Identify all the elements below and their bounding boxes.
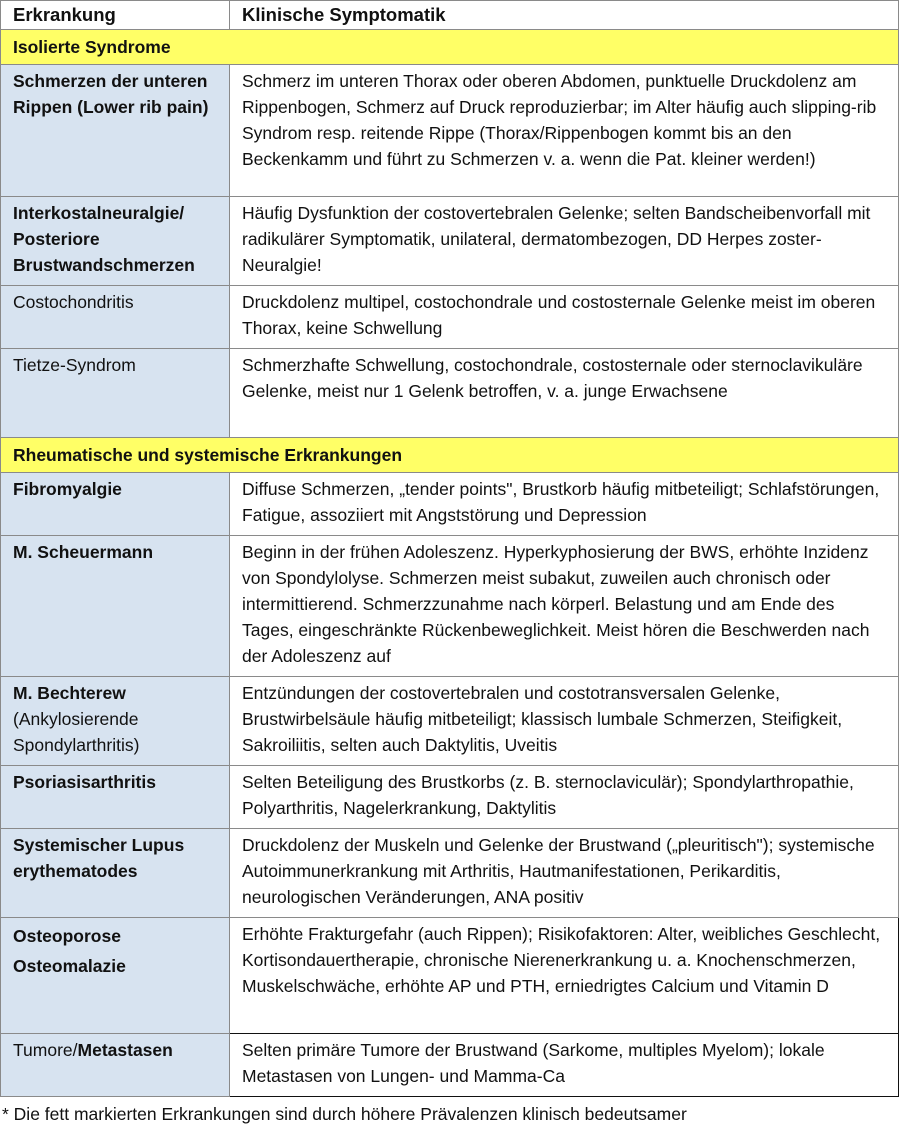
symptom-text: Selten primäre Tumore der Brustwand (Sarkome, multiples Myelom); lokale Metastasen von Lungen- und Mamma-Ca — [230, 1034, 899, 1097]
disease-name: M. Scheuermann — [1, 536, 230, 677]
disease-name: Fibromyalgie — [1, 473, 230, 536]
disease-name: M. Bechterew — [13, 683, 126, 703]
disease-name-cell — [1, 918, 230, 1034]
disease-name: Interkostalneuralgie/ Posteriore Brustwandschmerzen — [1, 197, 230, 286]
disease-name-cell — [1, 1034, 230, 1097]
symptom-text: Selten Beteiligung des Brustkorbs (z. B. sternoclaviculär); Spondylarthropathie, Polyarthritis, Nagelerkrankung, Daktylitis — [230, 766, 899, 829]
symptom-text: Druckdolenz der Muskeln und Gelenke der Brustwand („pleuritisch"); systemische Autoimmunerkrankung mit Arthritis, Hautmanifestationen, Perikarditis, neurologischen Veränderungen, ANA positiv — [230, 829, 899, 918]
symptom-text: Erhöhte Frakturgefahr (auch Rippen); Risikofaktoren: Alter, weibliches Geschlecht, Kortisondauertherapie, chronische Nierenerkrankung u. a. Knochenschmerzen, Muskelschwäche, erhöhte AP und PTH, erniedrigtes Calcium und Vitamin D — [230, 918, 899, 1034]
disease-name-cell — [1, 677, 230, 766]
section-title: Rheumatische und systemische Erkrankungen — [1, 438, 899, 473]
table-row — [1, 829, 899, 918]
disease-name-detail: (Ankylosierende Spondylarthritis) — [13, 709, 140, 755]
table-row — [1, 197, 899, 286]
disease-name: Systemischer Lupus erythematodes — [1, 829, 230, 918]
symptom-text: Häufig Dysfunktion der costovertebralen Gelenke; selten Bandscheibenvorfall mit radikulärer Symptomatik, unilateral, dermatombezogen, DD Herpes zoster-Neuralgie! — [230, 197, 899, 286]
table-row — [1, 766, 899, 829]
section-row — [1, 30, 899, 65]
section-title: Isolierte Syndrome — [1, 30, 899, 65]
disease-name: Schmerzen der unteren Rippen (Lower rib pain) — [1, 65, 230, 197]
symptom-text: Druckdolenz multipel, costochondrale und costosternale Gelenke meist im oberen Thorax, keine Schwellung — [230, 286, 899, 349]
disease-name: Osteoporose — [13, 926, 121, 946]
table-row — [1, 349, 899, 438]
disease-name: Tietze-Syndrom — [1, 349, 230, 438]
table-row — [1, 65, 899, 197]
symptom-text: Entzündungen der costovertebralen und costotransversalen Gelenke, Brustwirbelsäule häufig mitbeteiligt; klassisch lumbale Schmerzen, Steifigkeit, Sakroiliitis, selten auch Daktylitis, Uveitis — [230, 677, 899, 766]
table-row — [1, 536, 899, 677]
table-row — [1, 677, 899, 766]
table-row — [1, 473, 899, 536]
disease-name-second: Osteomalazie — [13, 956, 126, 976]
symptom-text: Diffuse Schmerzen, „tender points", Brustkorb häufig mitbeteiligt; Schlafstörungen, Fatigue, assoziiert mit Angststörung und Depression — [230, 473, 899, 536]
disease-name: Costochondritis — [1, 286, 230, 349]
section-row — [1, 438, 899, 473]
table-row — [1, 1034, 899, 1097]
symptom-text: Schmerzhafte Schwellung, costochondrale, costosternale oder sternoclavikuläre Gelenke, meist nur 1 Gelenk betroffen, v. a. junge Erwachsene — [230, 349, 899, 438]
header-symptoms: Klinische Symptomatik — [230, 1, 899, 30]
table-row — [1, 286, 899, 349]
disease-name-prefix: Tumore/ — [13, 1040, 78, 1060]
footnote: * Die fett markierten Erkrankungen sind durch höhere Prävalenzen klinisch bedeutsamer — [2, 1104, 687, 1124]
header-disease: Erkrankung — [1, 1, 230, 30]
table-row — [1, 918, 899, 1034]
symptom-text: Schmerz im unteren Thorax oder oberen Abdomen, punktuelle Druckdolenz am Rippenbogen, Schmerz auf Druck reproduzierbar; im Alter häufig auch slipping-rib Syndrom resp. reitende Rippe (Thorax/Rippenbogen kommt bis an den Beckenkamm und führt zu Schmerzen v. a. wenn die Pat. kleiner werden!) — [230, 65, 899, 197]
disease-name: Psoriasisarthritis — [1, 766, 230, 829]
disease-name: Metastasen — [77, 1040, 173, 1060]
symptom-text: Beginn in der frühen Adoleszenz. Hyperkyphosierung der BWS, erhöhte Inzidenz von Spondylolyse. Schmerzen meist subakut, zuweilen auch chronisch oder intermittierend. Schmerzzunahme nach körperl. Belastung und am Ende des Tages, eingeschränkte Rückenbeweglichkeit. Meist hören die Beschwerden nach der Adoleszenz auf — [230, 536, 899, 677]
table-header-row — [1, 1, 899, 30]
